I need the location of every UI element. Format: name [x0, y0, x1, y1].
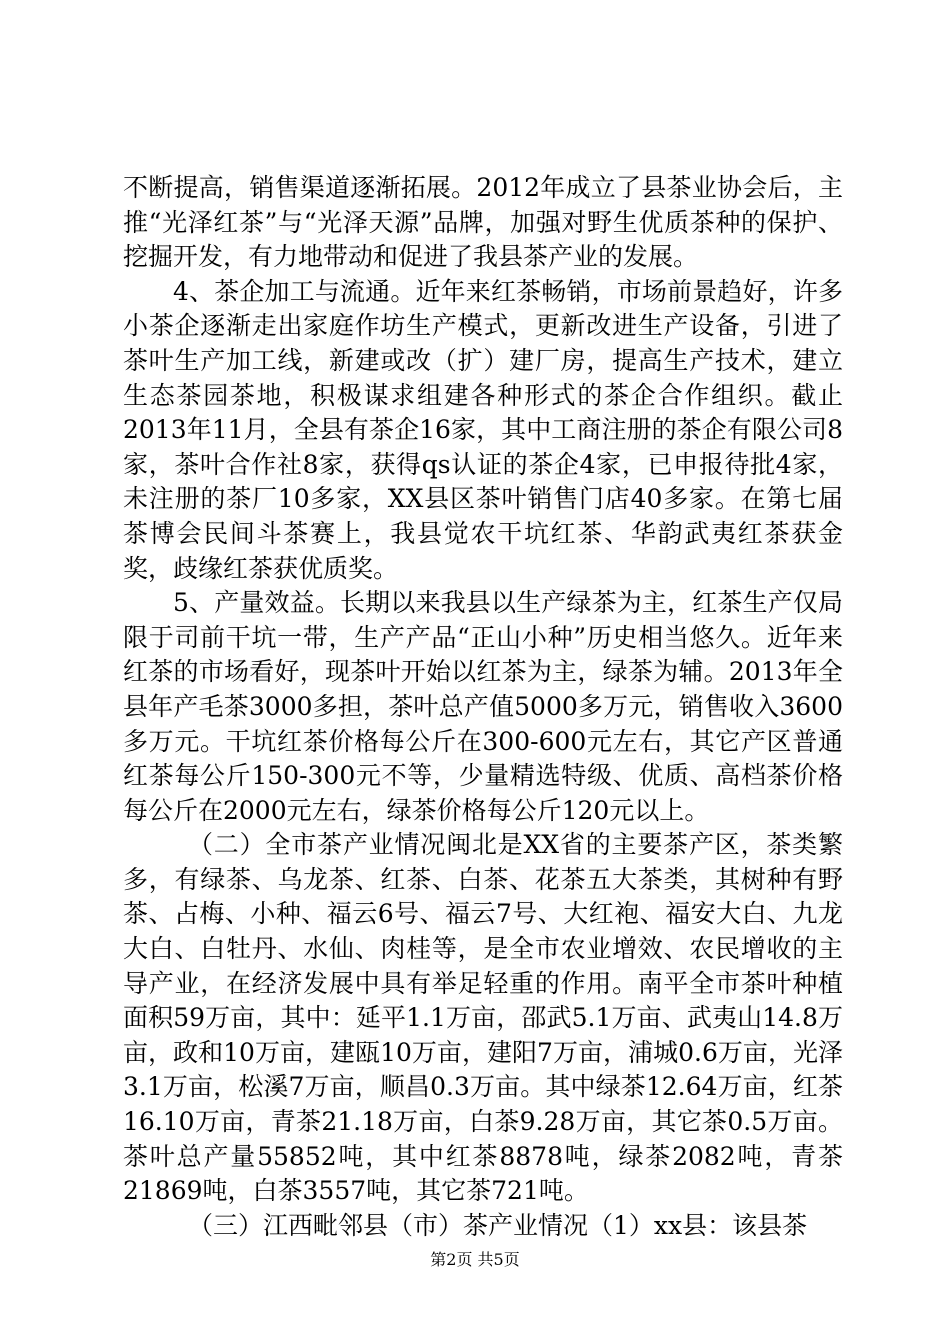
paragraph-continuation: 不断提高，销售渠道逐渐拓展。2012年成立了县茶业协会后，主推“光泽红茶”与“光泽天源”品牌，加强对野生优质茶种的保护、挖掘开发，有力地带动和促进了我县茶产业的发展。: [123, 173, 843, 272]
paragraph-tea-processing: 4、茶企加工与流通。近年来红茶畅销，市场前景趋好，许多小茶企逐渐走出家庭作坊生产模式，更新改进生产设备，引进了茶叶生产加工线，新建或改（扩）建厂房，提高生产技术，建立生态茶园茶地，积极谋求组建各种形式的茶企合作组织。截止2013年11月，全县有茶企16家，其中工商注册的茶企有限公司8家，茶叶合作社8家，获得qs认证的茶企4家，已申报待批4家，未注册的茶厂10多家，XX县区茶叶销售门店40多家。在第七届茶博会民间斗茶赛上，我县觉农干坑红茶、华韵武夷红茶获金奖，歧缘红茶获优质奖。: [123, 276, 843, 583]
paragraph-output-benefits: 5、产量效益。长期以来我县以生产绿茶为主，红茶生产仅局限于司前干坑一带，生产产品“正山小种”历史相当悠久。近年来红茶的市场看好，现茶叶开始以红茶为主，绿茶为辅。2013年全县年产毛茶3000多担，茶叶总产值5000多万元，销售收入3600多万元。干坑红茶价格每公斤在300-600元左右，其它产区普通红茶每公斤150-300元不等，少量精选特级、优质、高档茶价格每公斤在2000元左右，绿茶价格每公斤120元以上。: [123, 588, 843, 825]
document-body: [123, 171, 843, 1243]
paragraph-city-tea-industry: （二）全市茶产业情况闽北是XX省的主要茶产区，茶类繁多，有绿茶、乌龙茶、红茶、白茶、花茶五大茶类，其树种有野茶、占梅、小种、福云6号、福云7号、大红袍、福安大白、九龙大白、白牡丹、水仙、肉桂等，是全市农业增效、农民增收的主导产业，在经济发展中具有举足轻重的作用。南平全市茶叶种植面积59万亩，其中：延平1.1万亩，邵武5.1万亩、武夷山14.8万亩，政和10万亩，建瓯10万亩，建阳7万亩，浦城0.6万亩，光泽3.1万亩，松溪7万亩，顺昌0.3万亩。其中绿茶12.64万亩，红茶16.10万亩，青茶21.18万亩，白茶9.28万亩，其它茶0.5万亩。茶叶总产量55852吨，其中红茶8878吨，绿茶2082吨，青茶21869吨，白茶3557吨，其它茶721吨。: [123, 830, 843, 1206]
page-footer: 第2页 共5页: [430, 1250, 520, 1269]
paragraph-jiangxi-counties: （三）江西毗邻县（市）茶产业情况（1）xx县：该县茶: [188, 1210, 808, 1240]
